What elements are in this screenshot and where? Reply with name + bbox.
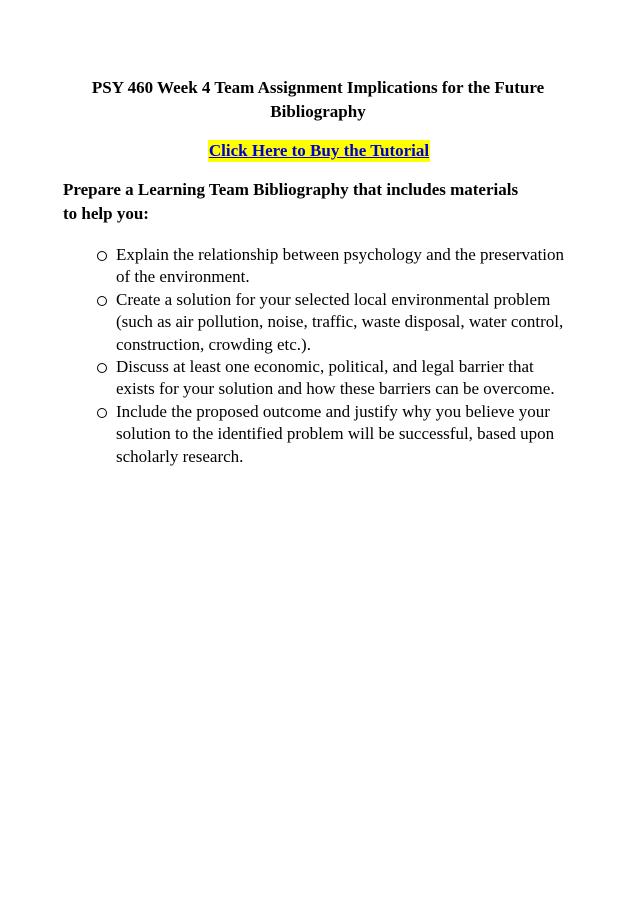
list-item-text: Create a solution for your selected local environmental problem (such as air pollution, noise, traffic, waste disposal, water control, construction, crowding etc.). <box>116 289 564 354</box>
list-item-text: Explain the relationship between psychology and the preservation of the environment. <box>116 245 565 287</box>
list-item-text: Discuss at least one economic, political, and legal barrier that exists for your solution and how these barriers can be overcome. <box>116 357 555 399</box>
bullet-icon <box>97 363 107 373</box>
buy-tutorial-link[interactable]: Click Here to Buy the Tutorial <box>208 141 430 160</box>
bullet-icon <box>97 408 107 418</box>
bullet-icon <box>97 251 107 261</box>
list-item <box>97 401 567 468</box>
intro-paragraph: Prepare a Learning Team Bibliography that includes materials to help you: <box>63 180 519 223</box>
document-title: PSY 460 Week 4 Team Assignment Implications for the Future Bibliography <box>91 78 545 121</box>
list-item-text: Include the proposed outcome and justify why you believe your solution to the identified problem will be successful, based upon scholarly research. <box>116 401 555 466</box>
list-item <box>97 244 567 289</box>
tutorial-link-container <box>0 140 638 162</box>
list-item <box>97 356 567 401</box>
bullet-icon <box>97 296 107 306</box>
bullet-list <box>97 244 567 468</box>
list-item <box>97 289 567 356</box>
